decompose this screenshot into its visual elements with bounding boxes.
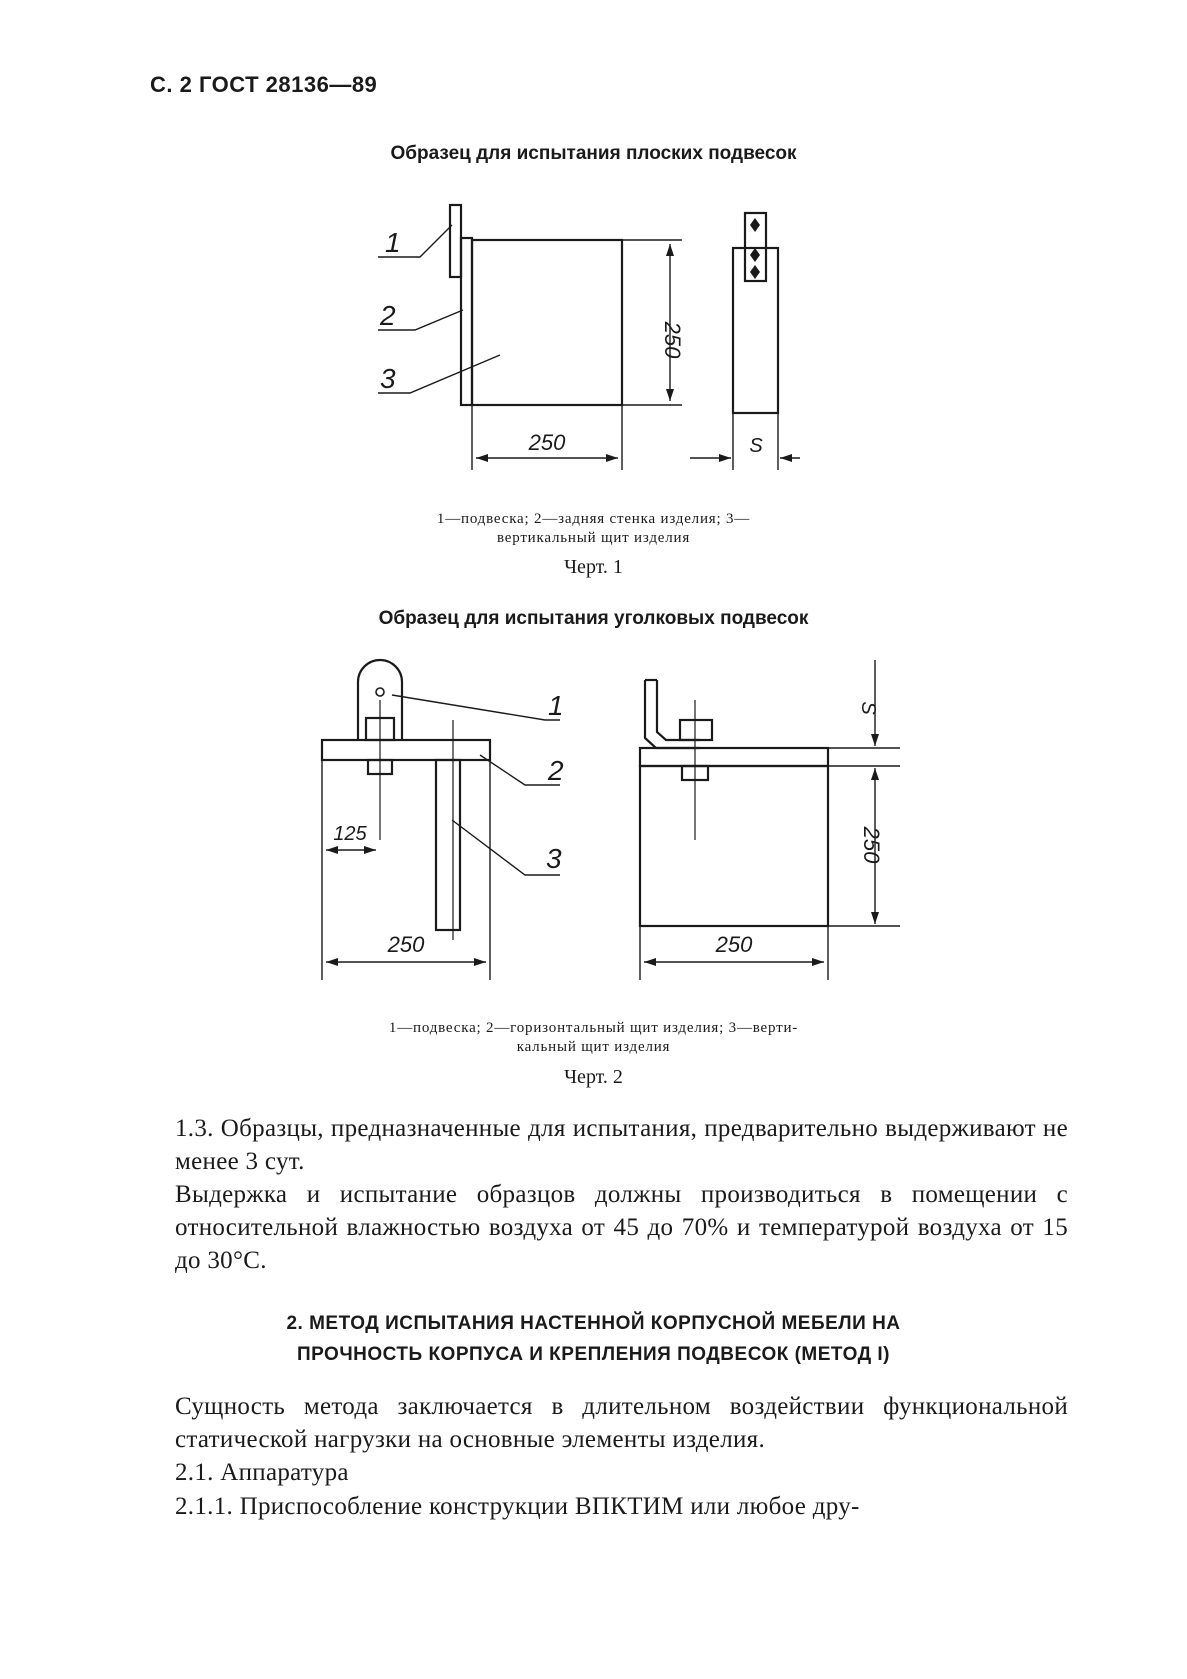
- figure2-caption-line1: 1—подвеска; 2—горизонтальный щит изделия; 3—верти-: [388, 1020, 799, 1036]
- section-2-heading-line2: ПРОЧНОСТЬ КОРПУСА И КРЕПЛЕНИЯ ПОДВЕСОК (МЕТОД I): [296, 1344, 891, 1365]
- paragraph-essence-text: Сущность метода заключается в длительном воздействии функциональной статической нагрузки на основные элементы изделия.: [175, 1393, 1068, 1453]
- fig1-dim-width: 250: [528, 430, 566, 455]
- hanger-plate: [450, 205, 461, 277]
- paragraph-2-1: 2.1. Аппаратура: [175, 1459, 349, 1486]
- fig2-label-2: 2: [548, 755, 564, 786]
- paragraph-essence: [175, 1390, 1068, 1456]
- right-horizontal-panel: [640, 748, 828, 766]
- figure1-drawing: [0, 0, 1187, 560]
- fig1-dim-height: 250: [660, 321, 685, 359]
- figure2-number: Черт. 2: [564, 1066, 623, 1088]
- fig2-dim-height: 250: [859, 826, 884, 864]
- fig2-dim-125: 125: [333, 823, 367, 845]
- paragraph-1-3: [175, 1112, 1068, 1178]
- figure1-title: Образец для испытания плоских подвесок: [390, 143, 797, 164]
- paragraph-1-3-text: 1.3. Образцы, предназначенные для испытания, предварительно выдерживают не менее 3 сут.: [175, 1115, 1068, 1175]
- fig2-label-1: 1: [548, 690, 564, 721]
- figure1-number: Черт. 1: [564, 556, 623, 578]
- paragraph-conditions: [175, 1178, 1068, 1277]
- fig1-dim-s: S: [749, 435, 763, 457]
- figure2-title: Образец для испытания уголковых подвесок: [378, 608, 809, 629]
- page-header: С. 2 ГОСТ 28136—89: [150, 72, 378, 97]
- horizontal-panel: [322, 740, 490, 760]
- figure2-caption-line2: кальный щит изделия: [516, 1039, 671, 1055]
- vertical-panel: [472, 240, 622, 405]
- vertical-panel-2: [436, 760, 460, 930]
- fig2-dim-s: S: [857, 701, 879, 715]
- paragraph-2-1-1: 2.1.1. Приспособление конструкции ВПКТИМ или любое дру-: [175, 1493, 860, 1520]
- fig2-dim-width-right: 250: [715, 932, 753, 957]
- section-2-heading-line1: 2. МЕТОД ИСПЫТАНИЯ НАСТЕННОЙ КОРПУСНОЙ МЕБЕЛИ НА: [286, 1313, 901, 1334]
- fig2-label-3: 3: [546, 843, 562, 874]
- fig1-label-1: 1: [385, 227, 401, 258]
- right-hanger-outer: [645, 680, 700, 748]
- right-vertical-panel: [640, 766, 828, 926]
- figure2-drawing: [0, 640, 1187, 1020]
- back-wall: [461, 238, 472, 405]
- fig2-dim-width-left: 250: [387, 932, 425, 957]
- figure1-caption-line1: 1—подвеска; 2—задняя стенка изделия; 3—: [436, 511, 751, 527]
- fig1-label-2: 2: [380, 300, 396, 331]
- paragraph-conditions-text: Выдержка и испытание образцов должны производиться в помещении с относительной влажностью воздуха от 45 до 70% и температурой воздуха от 15 до 30°С.: [175, 1181, 1068, 1274]
- figure1-caption-line2: вертикальный щит изделия: [496, 530, 691, 546]
- fig1-label-3: 3: [380, 363, 396, 394]
